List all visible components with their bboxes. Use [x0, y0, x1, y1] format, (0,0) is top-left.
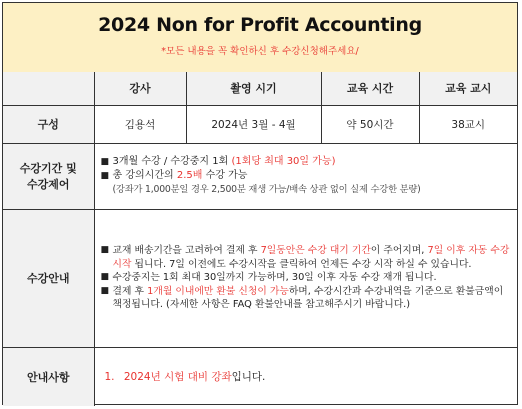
pause-limit-highlight: (1회당 최대 30일 가능) [231, 156, 336, 167]
square-bullet-icon: ■ [100, 157, 110, 167]
control-item-3: (강좌가 1,000분일 경우 2,500분 재생 가능/배속 상관 없이 실제 수강한 분량) [112, 184, 421, 195]
control-label-line2: 수강제어 [26, 178, 70, 191]
composition-label: 구성 [3, 105, 94, 143]
course-info-panel [2, 2, 518, 405]
notice-text: *모든 내용을 꼭 확인하신 후 수강신청해주세요/ [161, 46, 359, 57]
control-label-line1: 수강기간 및 [19, 162, 77, 175]
instructor-value: 김용석 [94, 105, 186, 143]
square-bullet-icon: ■ [100, 245, 110, 256]
square-bullet-icon: ■ [100, 285, 110, 296]
sessions-value: 38교시 [419, 105, 517, 143]
multiplier-highlight: 2.5배 [176, 170, 203, 181]
guide-content [94, 209, 517, 347]
hours-value: 약 50시간 [321, 105, 419, 143]
notes-content [94, 347, 517, 406]
square-bullet-icon: ■ [100, 272, 110, 283]
guide-label: 수강안내 [3, 209, 94, 347]
control-label [3, 143, 94, 209]
composition-row [3, 105, 517, 143]
column-header-instructor: 강사 [94, 72, 186, 105]
column-header-hours: 교육 시간 [321, 72, 419, 105]
header-banner [3, 3, 517, 73]
course-info-table [3, 72, 517, 406]
column-header-period: 촬영 시기 [186, 72, 321, 105]
column-header-sessions: 교육 교시 [419, 72, 517, 105]
page-title: 2024 Non for Profit Accounting [98, 14, 422, 36]
exam-highlight: 2024년 시험 대비 강좌 [123, 370, 232, 383]
empty-corner-cell [3, 72, 94, 105]
notes-row [3, 347, 517, 406]
notes-number: 1. [104, 370, 115, 383]
table-header-row [3, 72, 517, 105]
control-item-1: ■ 3개월 수강 / 수강중지 1회 (1회당 최대 30일 가능) [100, 156, 336, 167]
guide-item-2: ■ 수강중지는 1회 최대 30일까지 가능하며, 30일 이후 자동 수강 재개 됩니다. [100, 272, 437, 284]
period-value: 2024년 3월 - 4월 [186, 105, 321, 143]
control-row [3, 143, 517, 209]
guide-item-1: ■ 교재 배송기간을 고려하여 결제 후 7일동안은 수강 대기 기간이 주어지며, 7일 이후 자동 수강 시작 됩니다. 7일 이전에도 수강시작을 클릭하여 언제든 수강 시작 하실 수 있습니다. [100, 245, 510, 270]
square-bullet-icon: ■ [100, 171, 110, 181]
control-content [94, 143, 517, 209]
control-item-2: ■ 총 강의시간의 2.5배 수강 가능 [100, 170, 248, 181]
guide-row [3, 209, 517, 347]
notes-label: 안내사항 [3, 347, 94, 406]
guide-item-3: ■ 결제 후 1개월 이내에만 환불 신청이 가능하며, 수강시간과 수강내역을 기준으로 환불금액이 책정됩니다. (자세한 사항은 FAQ 환불안내를 참고해주시기 바랍니다.) [100, 285, 504, 311]
notes-rest: 입니다. [231, 370, 266, 383]
